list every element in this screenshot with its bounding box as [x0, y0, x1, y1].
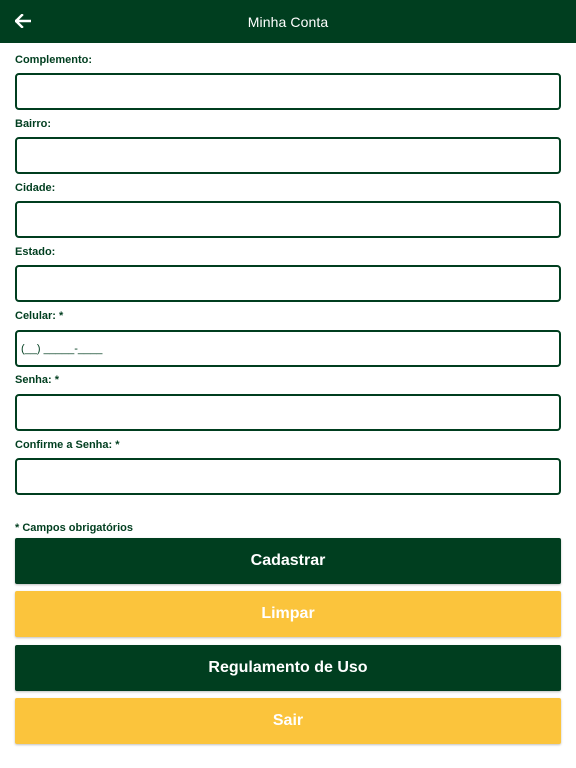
regulamento-button[interactable]: Regulamento de Uso [15, 645, 561, 691]
bairro-input[interactable] [15, 137, 561, 174]
required-fields-note: * Campos obrigatórios [15, 522, 133, 534]
estado-input[interactable] [15, 265, 561, 302]
cidade-input[interactable] [15, 201, 561, 238]
arrow-left-icon [15, 14, 31, 28]
nav-header [0, 0, 576, 43]
complemento-input[interactable] [15, 73, 561, 110]
back-button[interactable] [10, 8, 36, 34]
cadastrar-button[interactable]: Cadastrar [15, 538, 561, 584]
complemento-label: Complemento: [15, 54, 92, 66]
sair-button[interactable]: Sair [15, 698, 561, 744]
senha-input[interactable] [15, 394, 561, 431]
celular-input[interactable] [15, 330, 561, 367]
senha-label: Senha: * [15, 374, 60, 386]
bairro-label: Bairro: [15, 118, 52, 130]
cidade-label: Cidade: [15, 182, 56, 194]
limpar-button[interactable]: Limpar [15, 591, 561, 637]
page-title: Minha Conta [247, 13, 329, 30]
celular-label: Celular: * [15, 310, 64, 322]
confirme-senha-input[interactable] [15, 458, 561, 495]
confirme-senha-label: Confirme a Senha: * [15, 439, 120, 451]
estado-label: Estado: [15, 246, 56, 258]
